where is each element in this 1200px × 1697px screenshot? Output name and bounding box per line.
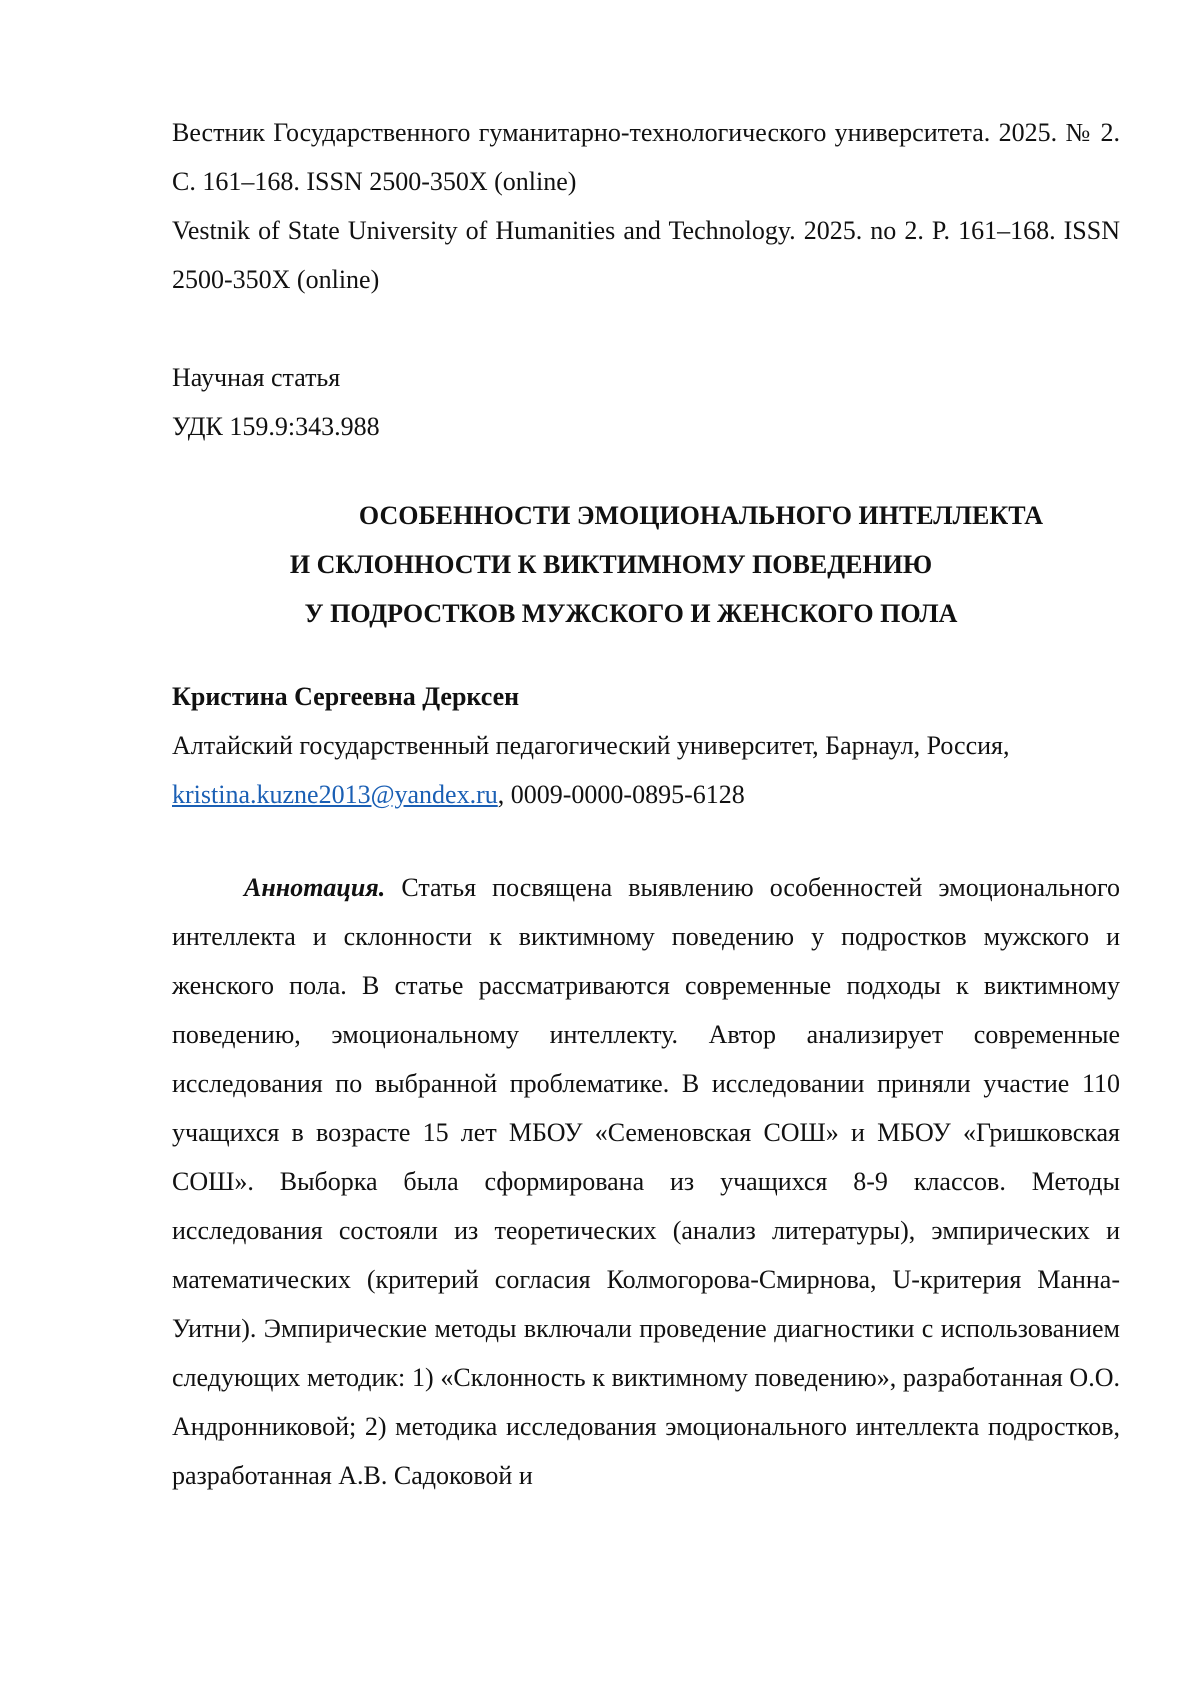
paper-page xyxy=(172,108,1120,1500)
author-name: Кристина Сергеевна Дерксен xyxy=(172,672,1120,721)
article-title xyxy=(172,491,1120,638)
spacer xyxy=(172,819,1120,863)
spacer xyxy=(172,638,1120,672)
journal-citation-ru: Вестник Государственного гуманитарно-технологического университета. 2025. № 2. С. 161–168. ISSN 2500-350X (online) xyxy=(172,108,1120,206)
spacer xyxy=(172,304,1120,353)
abstract-text: Статья посвящена выявлению особенностей эмоционального интеллекта и склонности к виктимному поведению у подростков мужского и женского пола. В статье рассматриваются современные подходы к виктимному поведению, эмоциональному интеллекту. Автор анализирует современные исследования по выбранной проблематике. В исследовании приняли участие 110 учащихся в возрасте 15 лет МБОУ «Семеновская СОШ» и МБОУ «Гришковская СОШ». Выборка была сформирована из учащихся 8-9 классов. Методы исследования состояли из теоретических (анализ литературы), эмпирических и математических (критерий согласия Колмогорова-Смирнова, U-критерия Манна-Уитни). Эмпирические методы включали проведение диагностики с использованием следующих методик: 1) «Склонность к виктимному поведению», разработанная О.О. Андронниковой; 2) методика исследования эмоционального интеллекта подростков, разработанная А.В. Садоковой и xyxy=(172,873,1120,1490)
author-affiliation: Алтайский государственный педагогический университет, Барнаул, Россия, xyxy=(172,721,1120,770)
author-orcid: , 0009-0000-0895-6128 xyxy=(498,780,745,809)
title-line-3: У ПОДРОСТКОВ МУЖСКОГО И ЖЕНСКОГО ПОЛА xyxy=(172,589,1120,638)
title-line-1: ОСОБЕННОСТИ ЭМОЦИОНАЛЬНОГО ИНТЕЛЛЕКТА xyxy=(172,491,1120,540)
abstract-paragraph xyxy=(172,863,1120,1500)
author-contacts xyxy=(172,770,1120,819)
article-type: Научная статья xyxy=(172,353,1120,402)
abstract-label: Аннотация. xyxy=(244,873,385,902)
title-line-2: И СКЛОННОСТИ К ВИКТИМНОМУ ПОВЕДЕНИЮ xyxy=(172,540,1120,589)
journal-citation-en: Vestnik of State University of Humanities and Technology. 2025. no 2. P. 161–168. ISSN 2500-350X (online) xyxy=(172,206,1120,304)
author-email-link[interactable]: kristina.kuzne2013@yandex.ru xyxy=(172,780,498,809)
spacer xyxy=(172,451,1120,491)
udc-code: УДК 159.9:343.988 xyxy=(172,402,1120,451)
